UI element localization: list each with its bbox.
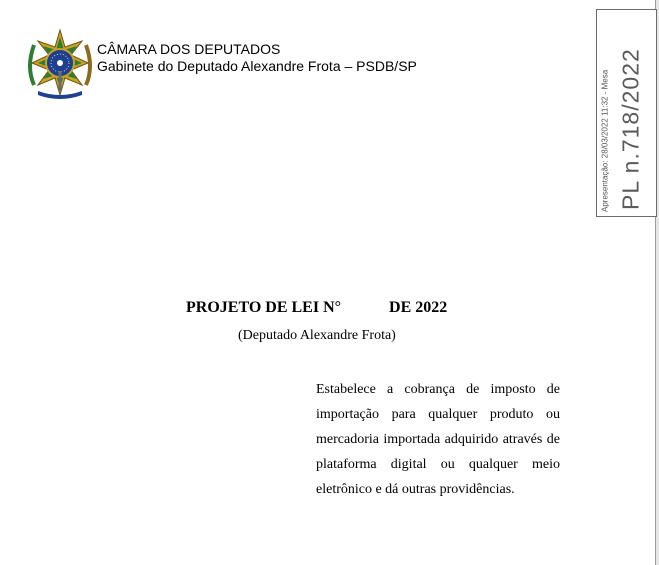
bill-number: PL n.718/2022 <box>617 48 643 210</box>
header-text <box>97 41 417 75</box>
protocol-stamp <box>596 9 657 217</box>
document-header <box>24 27 484 103</box>
bill-title-suffix: DE 2022 <box>389 299 448 316</box>
bill-title <box>186 299 447 317</box>
office-name: Gabinete do Deputado Alexandre Frota – PSDB/SP <box>97 58 417 74</box>
bill-author: (Deputado Alexandre Frota) <box>238 328 396 343</box>
institution-name: CÂMARA DOS DEPUTADOS <box>97 41 281 57</box>
bill-summary: Estabelece a cobrança de imposto de importação para qualquer produto ou mercadoria importada adquirido através de plataforma digital ou qualquer meio eletrônico e dá outras providências. <box>316 382 560 497</box>
bill-title-prefix: PROJETO DE LEI N° <box>186 299 342 316</box>
presentation-date: Apresentação: 28/03/2022 11:32 - Mesa <box>600 69 609 212</box>
coat-of-arms-icon <box>24 27 96 103</box>
